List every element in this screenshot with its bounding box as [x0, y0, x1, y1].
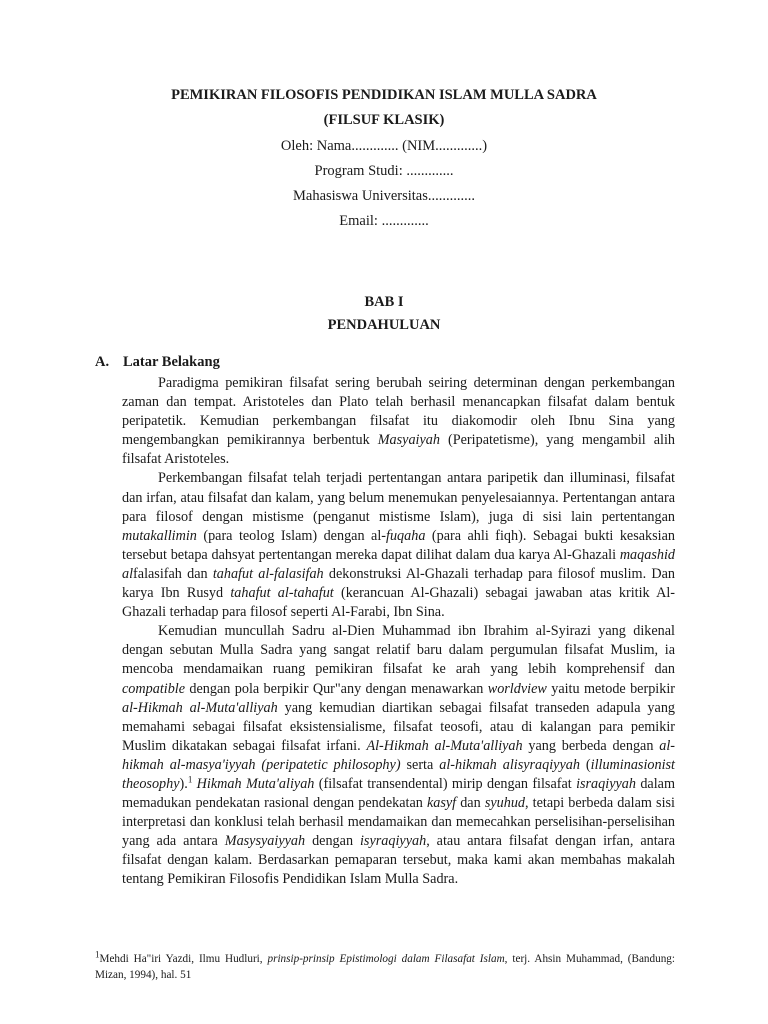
italic-term: Masysyaiyyah [224, 833, 306, 850]
author-line: Oleh: Nama............. (NIM.............) [280, 138, 488, 154]
text-run: dengan [305, 833, 360, 850]
italic-term: Masyaiyah [377, 432, 440, 449]
text-run: Perkembangan filsafat telah terjadi pertentangan antara paripetik dan illuminasi, filsafat dan irfan, atau filsafat dan kalam, yang belum menemukan penyelesaiannya. Pertentangan antara para filosof dengan mistisme (penganut mistisme Islam), juga di sisi lain pertentangan [122, 470, 675, 525]
text-run: yang berbeda dengan [522, 737, 660, 754]
footnote [95, 951, 675, 983]
italic-term: tahafut al-falasifah [212, 565, 324, 582]
italic-term: Al-Hikmah al-Muta'alliyah [366, 737, 523, 754]
italic-term: illuminasionist theosophy [122, 756, 675, 792]
text-run: dekonstruksi Al-Ghazali terhadap para filosof muslim. Dan karya Ibn Rusyd [122, 565, 675, 602]
italic-term: al-Hikmah al-Muta'alliyah [122, 699, 278, 716]
italic-term: israqiyyah [576, 775, 636, 792]
italic-term: compatible [122, 680, 186, 697]
text-run: yang kemudian diartikan sebagai filsafat transeden adapula yang memahami sebagai filsafat eksistensialisme, filsafat teosofi, atau di kalangan para pemikir Muslim dikatakan sebagai filsafat irfani. [122, 699, 676, 754]
italic-term: fuqaha [386, 527, 426, 544]
title-line-1: PEMIKIRAN FILOSOFIS PENDIDIKAN ISLAM MULLA SADRA [171, 87, 597, 103]
text-run: (filsafat transendental) mirip dengan filsafat [314, 775, 577, 792]
title-line-2: (FILSUF KLASIK) [323, 112, 445, 128]
italic-term: worldview [487, 680, 547, 697]
paragraph-3 [122, 622, 675, 889]
text-run: (kerancuan Al-Ghazali) sebagai jawaban atas kritik Al-Ghazali terhadap para filosof seperti Al-Farabi, Ibn Sina. [122, 585, 676, 621]
text-run: Paradigma pemikiran filsafat sering berubah seiring determinan dengan perkembangan zaman dan tempat. Aristoteles dan Plato telah berhasil menancapkan filsafat dalam bentuk peripatetik. Kemudian perkembangan filsafat itu diakomodir oleh Ibnu Sina yang mengembangkan pemikirannya berbentuk [122, 375, 675, 449]
text-run: dengan pola berpikir Qur"any dengan menawarkan [185, 680, 488, 697]
chapter-title: PENDAHULUAN [327, 317, 441, 333]
text-run: , tetapi berbeda dalam sisi interpretasi dan konklusi telah berhasil mendamaikan dan memecahkan perselisihan-perselisihan yang ada antara [122, 795, 675, 850]
section-letter: A. [95, 354, 110, 370]
text-run: ). [179, 775, 188, 792]
text-run: ( [579, 756, 591, 773]
footnote-mark: 1 [95, 949, 100, 960]
chapter-label: BAB I [364, 294, 404, 310]
italic-term: al-hikmah alisyraqiyyah [439, 756, 580, 773]
footnote-reference[interactable]: 1 [187, 774, 193, 785]
section-title: Latar Belakang [123, 354, 220, 370]
italic-term: kasyf [426, 795, 457, 812]
italic-term: isyraqiyyah [359, 833, 427, 850]
program-line: Program Studi: ............. [314, 163, 454, 179]
text-run: Kemudian muncullah Sadru al-Dien Muhammad ibn Ibrahim al-Syirazi yang dikenal dengan sebutan Mulla Sadra yang sangat relatif baru dalam pergumulan filsafat Muslim, ia mencoba mendamaikan ruang pemikiran filsafat ke arah yang lebih komprehensif dan [122, 623, 675, 678]
text-run: , atau antara filsafat dengan irfan, antara filsafat dengan kalam. Berdasarkan pemaparan tersebut, maka kami akan membahas makalah tentang Pemikiran Filosofis Pendidikan Islam Mulla Sadra. [122, 833, 675, 888]
section-heading [95, 354, 220, 371]
text-run: Mehdi Ha"iri Yazdi, Ilmu Hudluri, [99, 953, 268, 965]
italic-term: al-hikmah al-masya'iyyah (peripatetic philosophy) [122, 737, 675, 773]
body-text [122, 374, 675, 890]
text-run: (para teolog Islam) dengan al- [196, 527, 386, 544]
text-run: (para ahli fiqh). Sebagai bukti kesaksian tersebut betapa dahsyat pertentangan mereka dapat dilihat dalam dua karya Al-Ghazali [122, 527, 675, 563]
email-line: Email: ............. [339, 213, 429, 229]
italic-term: Hikmah Muta'aliyah [196, 775, 315, 792]
text-run: yaitu metode berpikir [546, 680, 676, 697]
text-run: dalam memadukan pendekatan rasional dengan pendekatan [122, 775, 676, 812]
text-run: (Peripatetisme), yang mengambil alih filsafat Aristoteles. [122, 432, 675, 468]
italic-term: maqashid al [122, 546, 675, 582]
text-run: dan [456, 795, 485, 812]
italic-term: syuhud [484, 795, 526, 812]
paragraph-1 [122, 374, 675, 469]
italic-term: mutakallimin [122, 527, 197, 544]
paragraph-2 [122, 469, 675, 622]
text-run: serta [400, 756, 440, 773]
text-run: falasifah dan [133, 565, 213, 582]
university-line: Mahasiswa Universitas............. [292, 188, 476, 204]
italic-term: prinsip-prinsip Epistimologi dalam Filasafat Islam [267, 953, 505, 965]
text-run: , terj. Ahsin Muhammad, (Bandung: Mizan, 1994), hal. 51 [95, 953, 675, 981]
italic-term: tahafut al-tahafut [230, 585, 334, 602]
